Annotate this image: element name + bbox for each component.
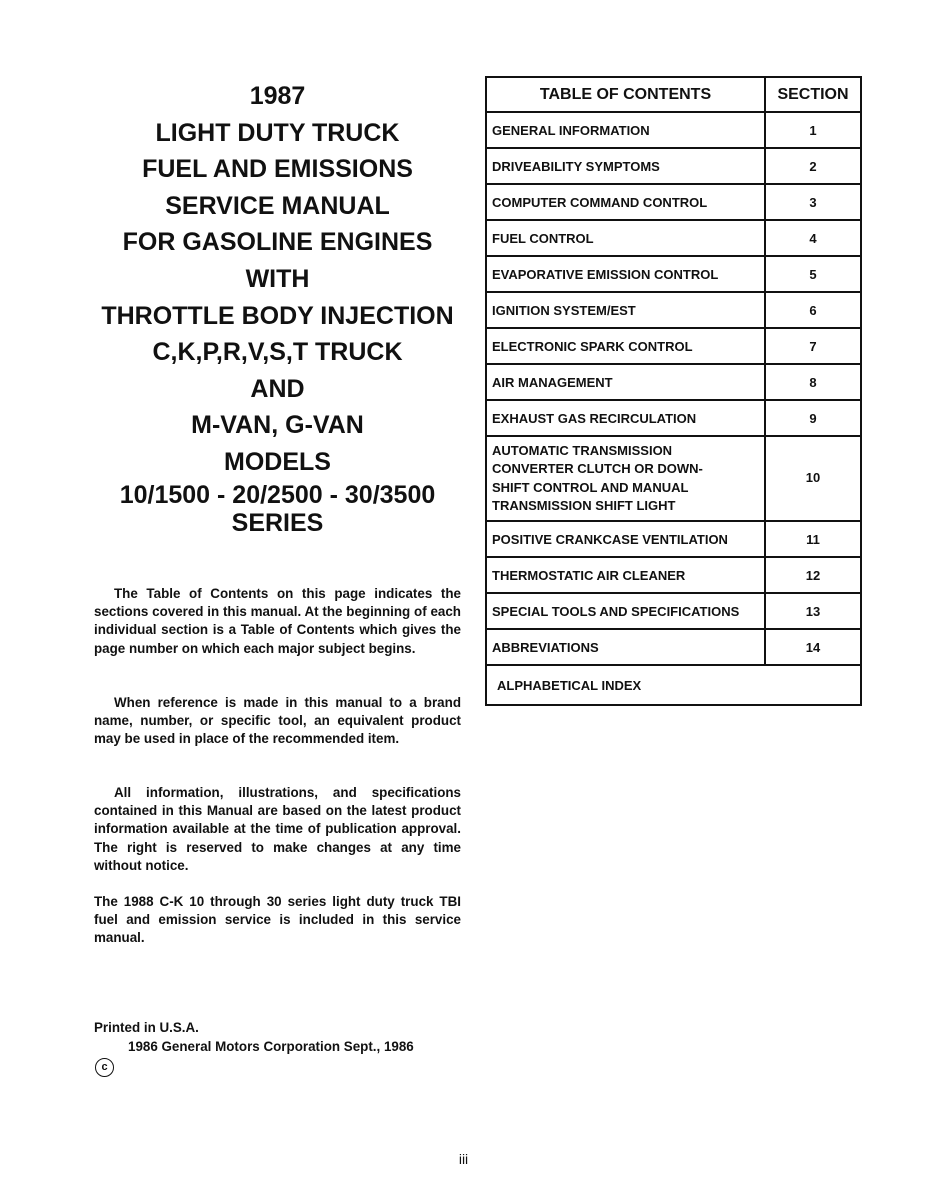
copyright-text: 1986 General Motors Corporation Sept., 1986 bbox=[128, 1038, 414, 1054]
manual-title bbox=[80, 78, 475, 537]
toc-entry-title: AIR MANAGEMENT bbox=[486, 364, 765, 400]
title-line: SERIES bbox=[231, 508, 324, 537]
toc-entry-title-line: AUTOMATIC TRANSMISSION bbox=[492, 442, 673, 458]
toc-entry-section: 3 bbox=[765, 184, 861, 220]
paragraph-text: The 1988 C-K 10 through 30 series light duty truck TBI fuel and emission service is included in this service manual. bbox=[94, 894, 461, 946]
toc-row bbox=[486, 112, 861, 148]
toc-entry-section: 5 bbox=[765, 256, 861, 292]
toc-entry-section: 7 bbox=[765, 328, 861, 364]
title-line: 1987 bbox=[249, 82, 306, 110]
intro-paragraph bbox=[94, 784, 461, 875]
title-line: FUEL AND EMISSIONS bbox=[142, 155, 413, 184]
copyright-icon: c bbox=[95, 1058, 114, 1077]
toc-row bbox=[486, 665, 861, 705]
toc-row bbox=[486, 292, 861, 328]
toc-entry-title: DRIVEABILITY SYMPTOMS bbox=[486, 148, 765, 184]
printing-notice bbox=[94, 1019, 414, 1056]
toc-row bbox=[486, 256, 861, 292]
title-line: M-VAN, G-VAN bbox=[191, 411, 364, 440]
paragraph-text: When reference is made in this manual to a brand name, number, or specific tool, an equivalent product may be used in place of the recommended item. bbox=[94, 695, 461, 747]
toc-entry-section: 1 bbox=[765, 112, 861, 148]
intro-paragraph bbox=[94, 893, 461, 948]
toc-entry-title: EXHAUST GAS RECIRCULATION bbox=[486, 400, 765, 436]
table-of-contents bbox=[485, 76, 862, 706]
toc-entry-title-line: SHIFT CONTROL AND MANUAL bbox=[492, 479, 689, 495]
toc-row bbox=[486, 148, 861, 184]
toc-entry-title bbox=[486, 436, 765, 521]
toc-entry-title: ELECTRONIC SPARK CONTROL bbox=[486, 328, 765, 364]
toc-row bbox=[486, 593, 861, 629]
toc-entry-title: EVAPORATIVE EMISSION CONTROL bbox=[486, 256, 765, 292]
toc-row bbox=[486, 557, 861, 593]
toc-entry-section: 4 bbox=[765, 220, 861, 256]
toc-entry-title: THERMOSTATIC AIR CLEANER bbox=[486, 557, 765, 593]
intro-paragraph bbox=[94, 694, 461, 749]
title-line: AND bbox=[250, 374, 305, 403]
toc-entry-title: COMPUTER COMMAND CONTROL bbox=[486, 184, 765, 220]
title-line: LIGHT DUTY TRUCK bbox=[155, 118, 400, 147]
toc-row bbox=[486, 521, 861, 557]
toc-entry-section: 2 bbox=[765, 148, 861, 184]
title-line: FOR GASOLINE ENGINES bbox=[122, 228, 433, 257]
toc-header-section: SECTION bbox=[765, 77, 861, 112]
toc-entry-section: 11 bbox=[765, 521, 861, 557]
toc-entry-title-line: CONVERTER CLUTCH OR DOWN- bbox=[492, 461, 703, 476]
toc-entry-section: 6 bbox=[765, 292, 861, 328]
title-line: SERVICE MANUAL bbox=[165, 191, 390, 220]
toc-row bbox=[486, 400, 861, 436]
intro-paragraph bbox=[94, 585, 461, 658]
toc-row bbox=[486, 364, 861, 400]
toc-entry-section: 12 bbox=[765, 557, 861, 593]
toc-row bbox=[486, 436, 861, 521]
page-number: iii bbox=[458, 1151, 469, 1167]
toc-index-entry: ALPHABETICAL INDEX bbox=[486, 665, 861, 705]
toc-entry-section: 10 bbox=[765, 436, 861, 521]
toc-entry-section: 14 bbox=[765, 629, 861, 665]
title-line: C,K,P,R,V,S,T TRUCK bbox=[152, 338, 403, 367]
toc-header-row bbox=[486, 77, 861, 112]
title-line: WITH bbox=[245, 264, 310, 293]
toc-header-title: TABLE OF CONTENTS bbox=[486, 77, 765, 112]
toc-row bbox=[486, 629, 861, 665]
paragraph-text: The Table of Contents on this page indicates the sections covered in this manual. At the beginning of each individual section is a Table of Contents which gives the page number on which each major subject begins. bbox=[94, 586, 461, 656]
toc-entry-title: POSITIVE CRANKCASE VENTILATION bbox=[486, 521, 765, 557]
toc-entry-title: GENERAL INFORMATION bbox=[486, 112, 765, 148]
toc-entry-title: FUEL CONTROL bbox=[486, 220, 765, 256]
toc-entry-title: ABBREVIATIONS bbox=[486, 629, 765, 665]
toc-entry-section: 8 bbox=[765, 364, 861, 400]
toc-entry-section: 13 bbox=[765, 593, 861, 629]
toc-entry-section: 9 bbox=[765, 400, 861, 436]
title-line: THROTTLE BODY INJECTION bbox=[101, 301, 454, 330]
printed-in-text: Printed in U.S.A. bbox=[94, 1020, 199, 1035]
toc-entry-title: SPECIAL TOOLS AND SPECIFICATIONS bbox=[486, 593, 765, 629]
title-line: 10/1500 - 20/2500 - 30/3500 bbox=[119, 480, 436, 509]
paragraph-text: All information, illustrations, and specifications contained in this Manual are based on the latest product information available at the time of publication approval. The right is reserved to make changes at any time without notice. bbox=[94, 785, 461, 873]
title-line: MODELS bbox=[224, 447, 331, 476]
toc-entry-title: IGNITION SYSTEM/EST bbox=[486, 292, 765, 328]
toc-row bbox=[486, 184, 861, 220]
toc-entry-title-line: TRANSMISSION SHIFT LIGHT bbox=[492, 498, 676, 513]
toc-row bbox=[486, 220, 861, 256]
toc-row bbox=[486, 328, 861, 364]
